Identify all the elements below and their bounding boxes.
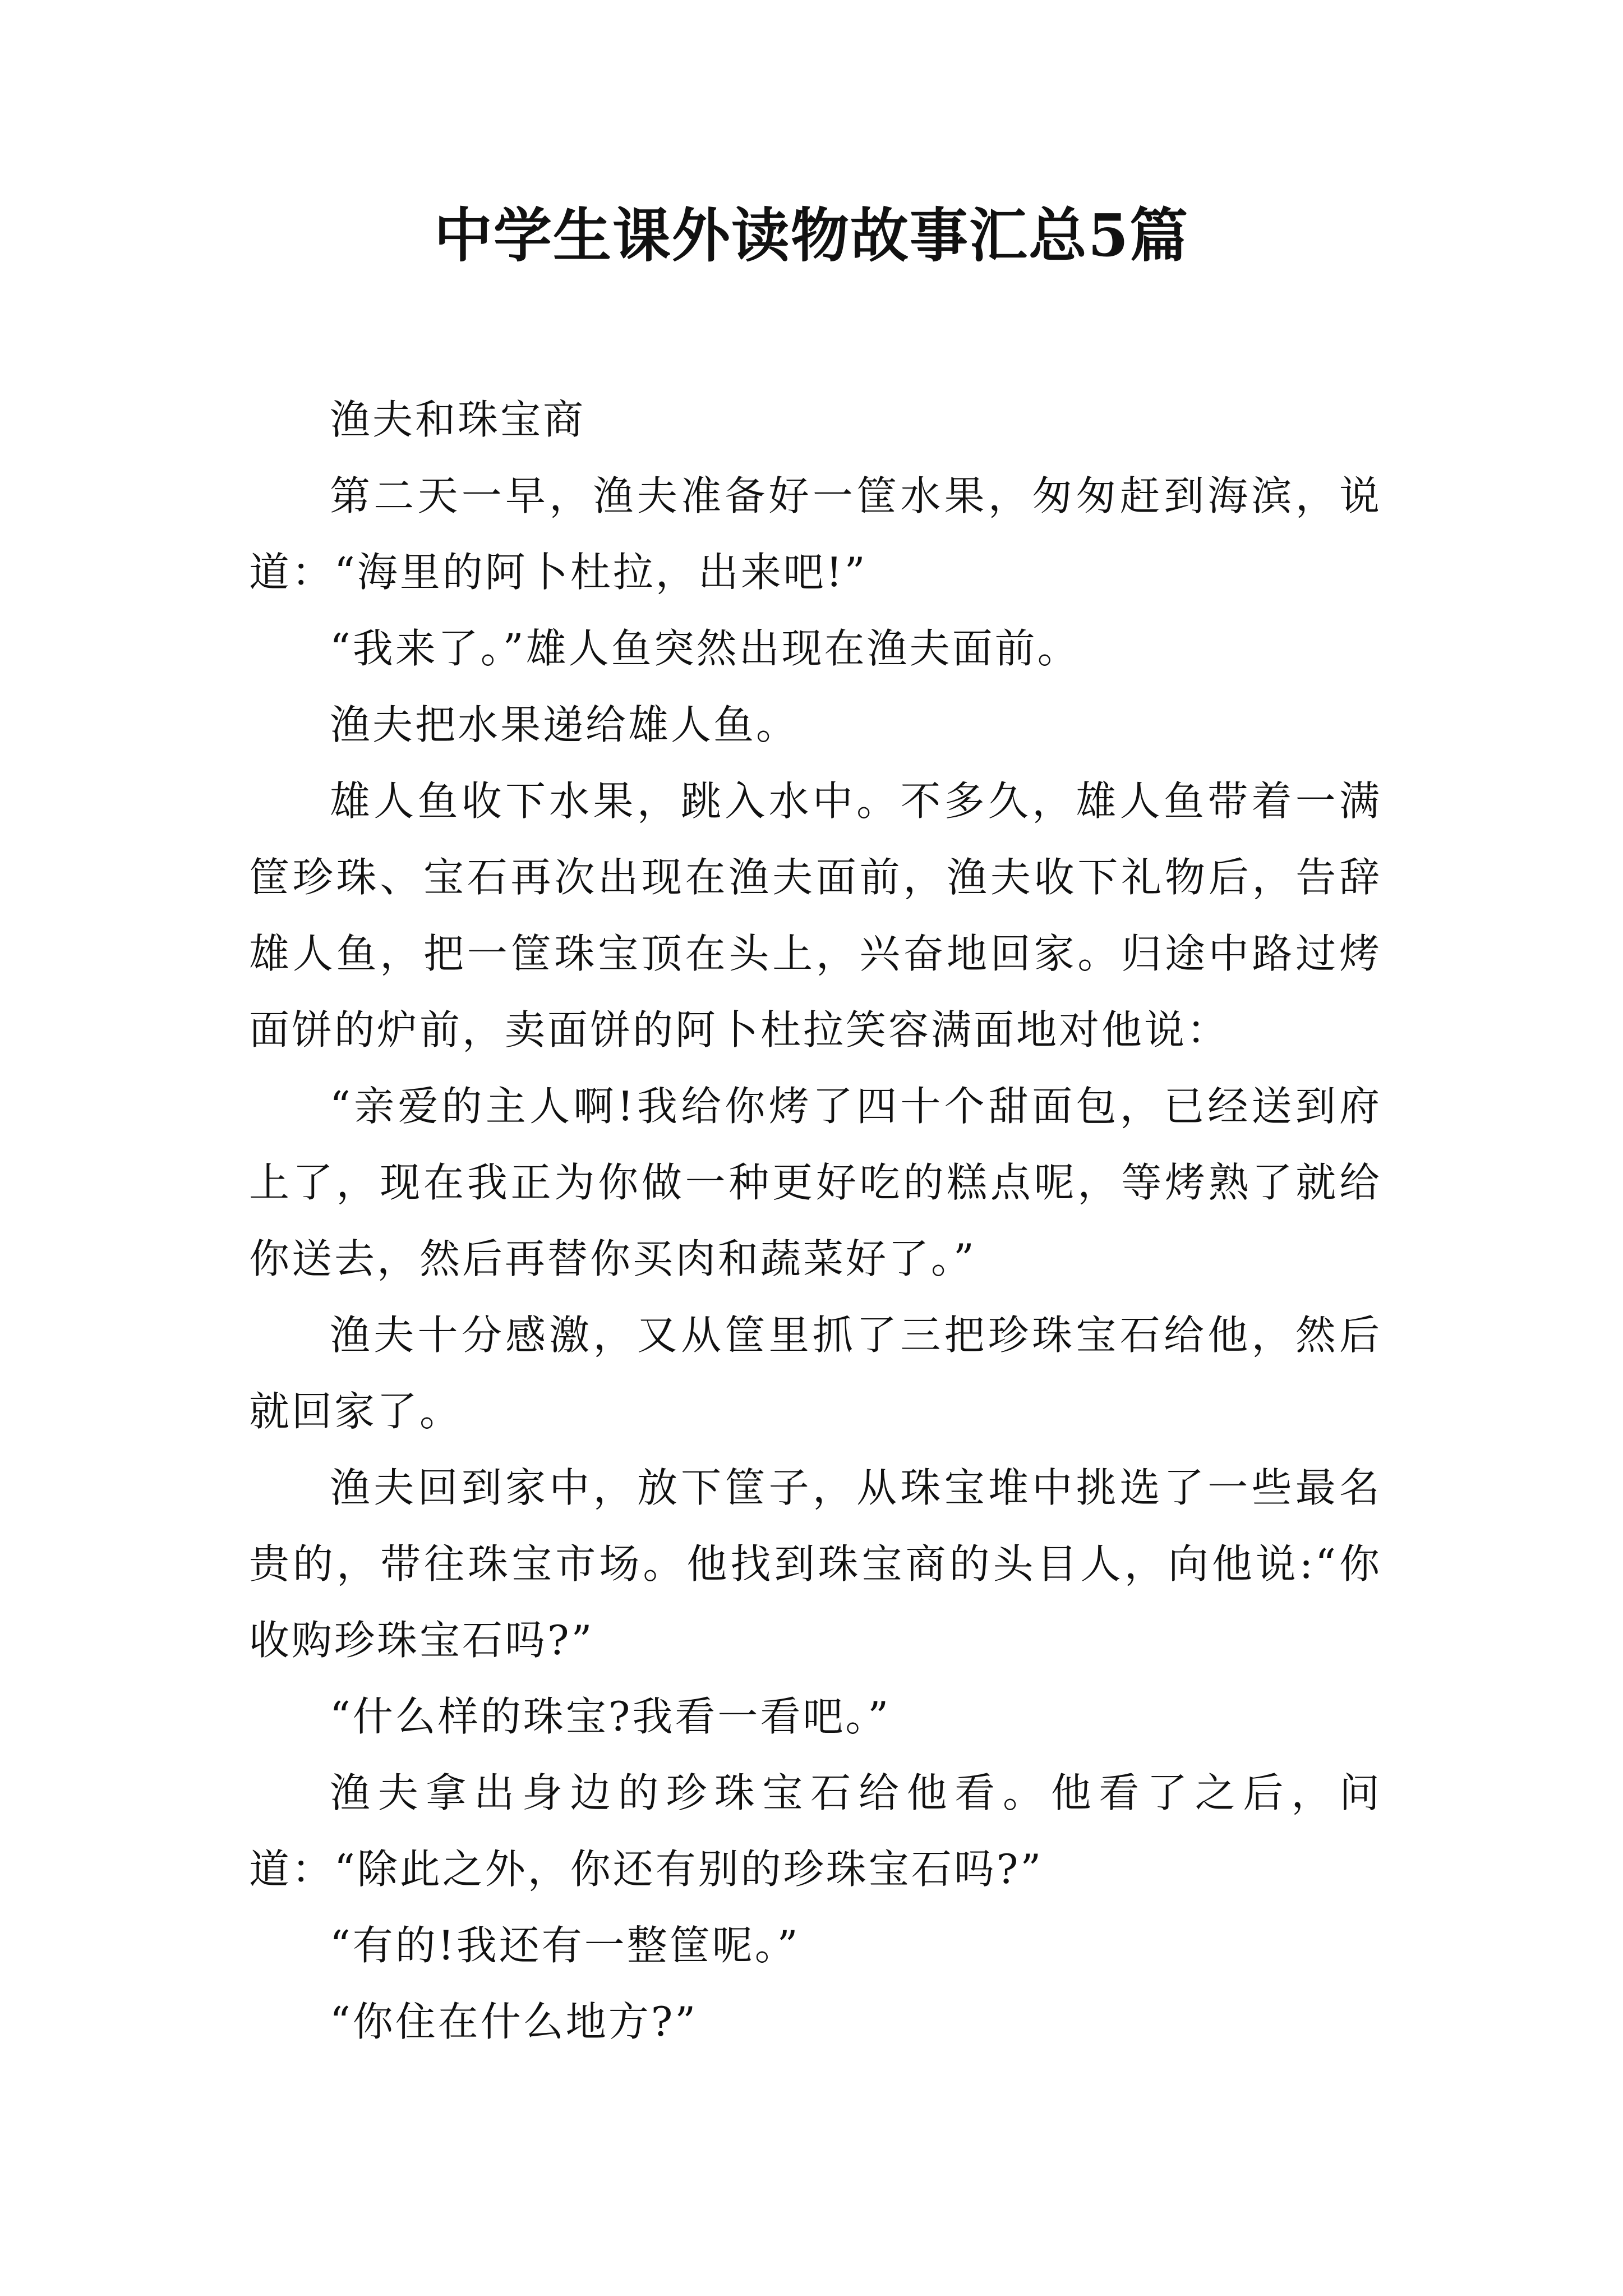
document-body bbox=[249, 381, 1382, 2060]
paragraph: 渔夫把水果递给雄人鱼。 bbox=[330, 701, 799, 748]
paragraph: “我来了。”雄人鱼突然出现在渔夫面前。 bbox=[330, 625, 1080, 672]
paragraph: 第二天一早，渔夫准备好一筐水果，匆匆赶到海滨，说道：“海里的阿卜杜拉，出来吧!” bbox=[249, 472, 1382, 596]
paragraph: “有的!我还有一整筐呢。” bbox=[330, 1922, 800, 1969]
document-title: 中学生课外读物故事汇总5篇 bbox=[434, 201, 1189, 270]
paragraph: 渔夫回到家中，放下筐子，从珠宝堆中挑选了一些最名贵的，带往珠宝市场。他找到珠宝商的头目人，向他说:“你收购珍珠宝石吗?” bbox=[249, 1464, 1382, 1664]
paragraph: “你住在什么地方?” bbox=[330, 1998, 698, 2045]
paragraph: “亲爱的主人啊!我给你烤了四十个甜面包，已经送到府上了，现在我正为你做一种更好吃的糕点呢，等烤熟了就给你送去，然后再替你买肉和蔬菜好了。” bbox=[249, 1083, 1382, 1282]
paragraph: “什么样的珠宝?我看一看吧。” bbox=[330, 1693, 891, 1740]
paragraph: 渔夫拿出身边的珍珠宝石给他看。他看了之后，问道：“除此之外，你还有别的珍珠宝石吗?” bbox=[249, 1769, 1382, 1893]
paragraph: 雄人鱼收下水果，跳入水中。不多久，雄人鱼带着一满筐珍珠、宝石再次出现在渔夫面前，渔夫收下礼物后，告辞雄人鱼，把一筐珠宝顶在头上，兴奋地回家。归途中路过烤面饼的炉前，卖面饼的阿卜杜拉笑容满面地对他说： bbox=[249, 777, 1382, 1053]
paragraph-heading: 渔夫和珠宝商 bbox=[330, 396, 586, 443]
paragraph: 渔夫十分感激，又从筐里抓了三把珍珠宝石给他，然后就回家了。 bbox=[249, 1312, 1382, 1435]
